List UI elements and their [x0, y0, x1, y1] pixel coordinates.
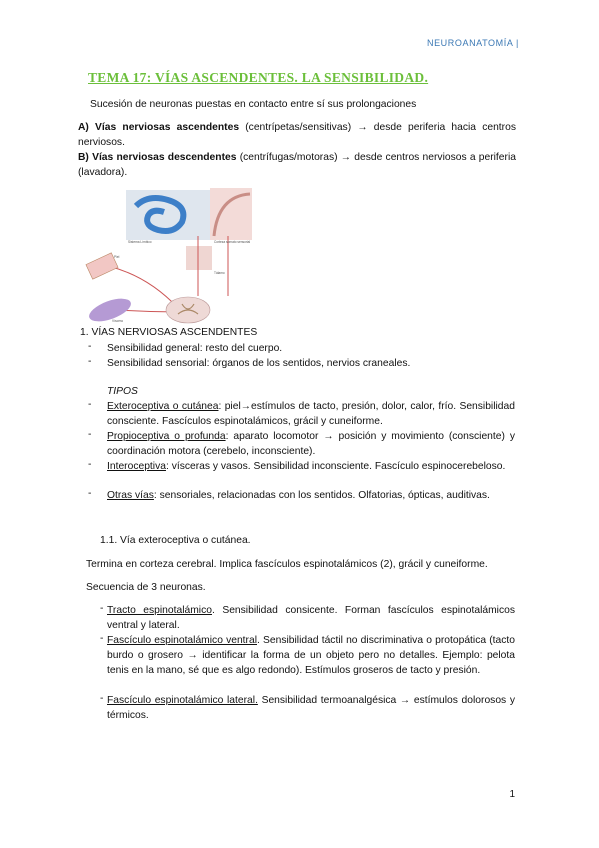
tract-desc: . Sensibilidad consicente. Forman fascículos espinotalámicos ventral y lateral.	[107, 605, 515, 631]
tract-desc: Sensibilidad termoanalgésica → estímulos dolorosos y térmicos.	[107, 695, 515, 721]
label-skin: Piel	[114, 255, 120, 259]
tipo-term: Interoceptiva	[107, 461, 166, 472]
tipos-label: TIPOS	[107, 386, 138, 397]
pathway-b	[78, 150, 516, 180]
pathway-a-label: A) Vías nerviosas ascendentes	[78, 122, 240, 133]
tract-term: Fascículo espinotalámico lateral.	[107, 695, 258, 706]
label-cortex: Corteza somato sensorial	[214, 240, 251, 244]
viscera-icon	[86, 294, 134, 324]
dash-marker: -	[88, 488, 92, 499]
running-header: NEUROANATOMÍA |	[426, 38, 519, 48]
tipo-exteroceptiva	[107, 399, 515, 429]
dash-marker: -	[88, 459, 92, 470]
tract-item	[107, 603, 515, 633]
dash-marker: -	[88, 429, 92, 440]
list-item: Sensibilidad general: resto del cuerpo.	[107, 343, 283, 354]
pathway-b-text: desde centros nerviosos a periferia (lavadora).	[78, 152, 516, 178]
tipo-desc: : vísceras y vasos. Sensibilidad inconsciente. Fascículo espinocerebeloso.	[165, 461, 506, 472]
page-title: TEMA 17: VÍAS ASCENDENTES. LA SENSIBILIDAD.	[88, 70, 429, 85]
section-1-1-heading: 1.1. Vía exteroceptiva o cutánea.	[100, 535, 251, 546]
tipo-term: Propioceptiva o profunda	[107, 431, 226, 442]
label-limbic: Sistema Límbico	[128, 240, 152, 244]
list-item: Sensibilidad sensorial: órganos de los sentidos, nervios craneales.	[107, 358, 411, 369]
pathway-a	[78, 120, 516, 150]
tract-term: Fascículo espinotalámico ventral	[107, 635, 257, 646]
label-viscera: Víscera	[112, 319, 123, 323]
dash-marker: -	[88, 356, 92, 367]
dash-marker: -	[88, 341, 92, 352]
tract-item	[107, 633, 515, 678]
tipo-desc: : sensoriales, relacionadas con los sentidos. Olfatorias, ópticas, auditivas.	[153, 490, 490, 501]
pathway-b-paren: (centrífugas/motoras)	[239, 152, 338, 163]
tipo-otras	[107, 488, 515, 503]
thalamus-panel	[186, 246, 212, 270]
dash-marker: -	[100, 603, 104, 614]
label-thalamus: Tálamo	[214, 271, 225, 275]
page-number: 1	[509, 789, 515, 800]
tipo-propioceptiva	[107, 429, 515, 459]
dash-marker: -	[88, 399, 92, 410]
tipo-term: Exteroceptiva o cutánea	[107, 401, 219, 412]
intro-text: Sucesión de neuronas puestas en contacto entre sí sus prolongaciones	[90, 99, 417, 110]
section-1-1-paragraph-2: Secuencia de 3 neuronas.	[86, 582, 206, 593]
pathway-b-label: B) Vías nerviosas descendentes	[78, 152, 237, 163]
tipo-desc: : piel→estímulos de tacto, presión, dolor, calor, frío. Sensibilidad consciente. Fascículos espinotalámicos, grácil y cuneiforme.	[107, 401, 515, 427]
tipo-interoceptiva	[107, 459, 515, 474]
arrow-icon: →	[340, 152, 352, 163]
section-1-heading: 1. VÍAS NERVIOSAS ASCENDENTES	[80, 327, 258, 338]
dash-marker: -	[100, 693, 104, 704]
section-1-1-paragraph: Termina en corteza cerebral. Implica fascículos espinotalámicos (2), grácil y cuneiforme.	[86, 559, 488, 570]
tract-desc: . Sensibilidad táctil no discriminativa o protopática (tacto burdo o grosero → identificar la forma de un objeto pero no detalles. Ejemplo: pelota tenis en la mano, sé que es algo redondo). Estímulos groseros de tacto y presión.	[107, 635, 515, 676]
arrow-icon: →	[357, 122, 368, 133]
tipo-term: Otras vías	[107, 490, 154, 501]
tipo-desc: : aparato locomotor → posición y movimiento (consciente) y coordinación motora (cerebelo, inconsciente).	[107, 431, 515, 457]
tract-term: Tracto espinotalámico	[107, 605, 212, 616]
pathway-a-text: desde periferia hacia centros nerviosos.	[78, 122, 516, 148]
tract-item	[107, 693, 515, 723]
pathway-a-paren: (centrípetas/sensitivas)	[245, 122, 352, 133]
dash-marker: -	[100, 633, 104, 644]
sensory-pathway-figure	[78, 186, 268, 324]
